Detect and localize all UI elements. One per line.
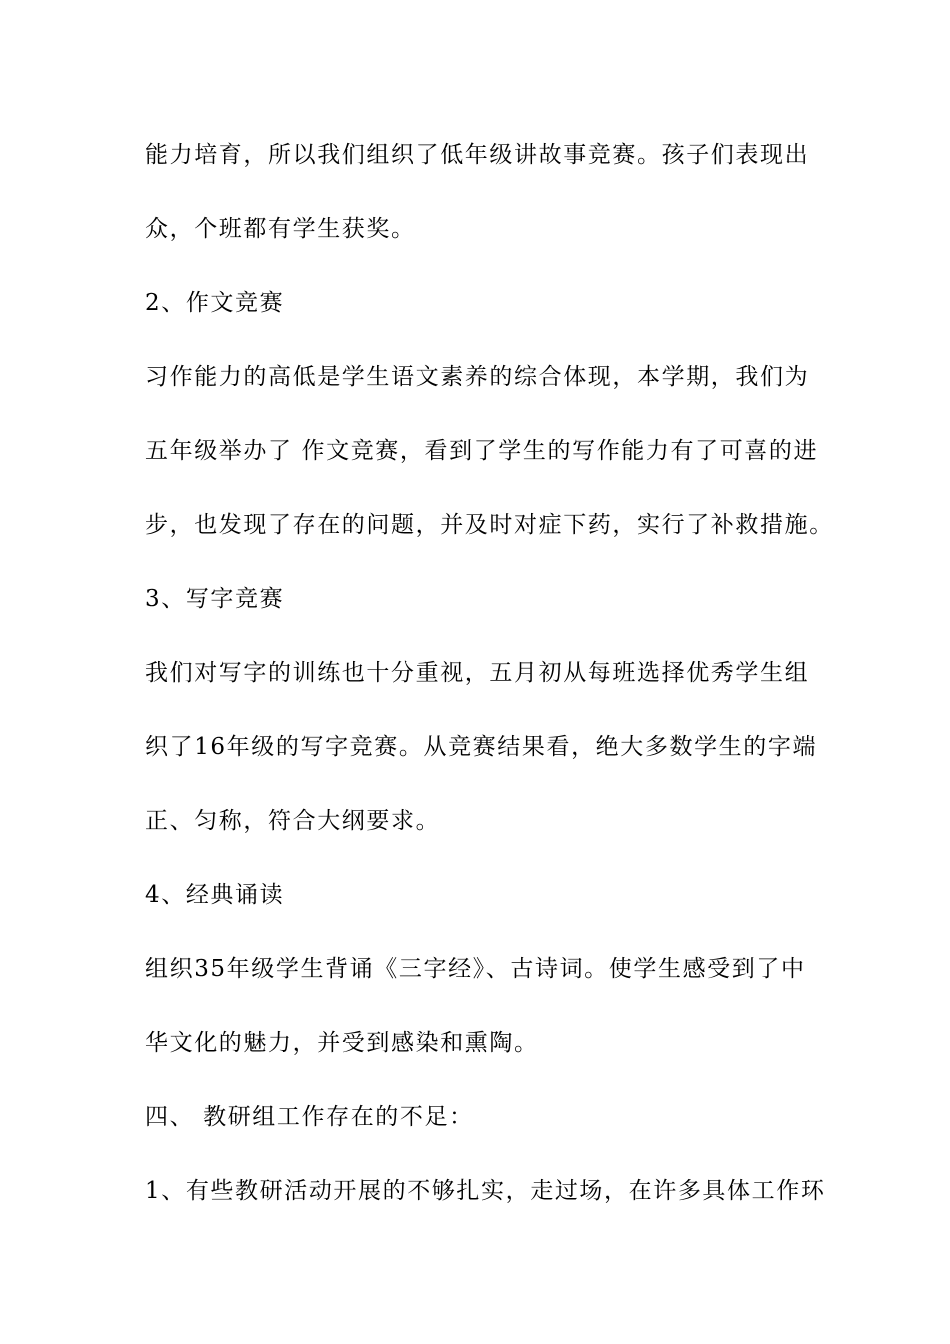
section-heading: 2、作文竞赛 <box>145 290 285 316</box>
paragraph-line: 习作能力的高低是学生语文素养的综合体现，本学期，我们为 <box>145 364 810 390</box>
paragraph-line: 众，个班都有学生获奖。 <box>145 216 416 242</box>
section-heading: 3、写字竞赛 <box>145 586 285 612</box>
paragraph-line: 我们对写字的训练也十分重视，五月初从每班选择优秀学生组 <box>145 660 810 686</box>
section-heading: 4、经典诵读 <box>145 882 285 908</box>
paragraph-line: 华文化的魅力，并受到感染和熏陶。 <box>145 1030 539 1056</box>
section-heading: 四、 教研组工作存在的不足： <box>145 1104 474 1130</box>
paragraph-line: 织了16年级的写字竞赛。从竞赛结果看，绝大多数学生的字端 <box>145 734 818 760</box>
paragraph-line: 1、有些教研活动开展的不够扎实，走过场，在许多具体工作环 <box>145 1178 826 1204</box>
paragraph-line: 组织35年级学生背诵《三字经》、古诗词。使学生感受到了中 <box>145 956 806 982</box>
paragraph-line: 五年级举办了 作文竞赛，看到了学生的写作能力有了可喜的进 <box>145 438 819 464</box>
paragraph-line: 步，也发现了存在的问题，并及时对症下药，实行了补救措施。 <box>145 512 834 538</box>
paragraph-line: 正、匀称，符合大纲要求。 <box>145 808 441 834</box>
paragraph-line: 能力培育，所以我们组织了低年级讲故事竞赛。孩子们表现出 <box>145 142 810 168</box>
